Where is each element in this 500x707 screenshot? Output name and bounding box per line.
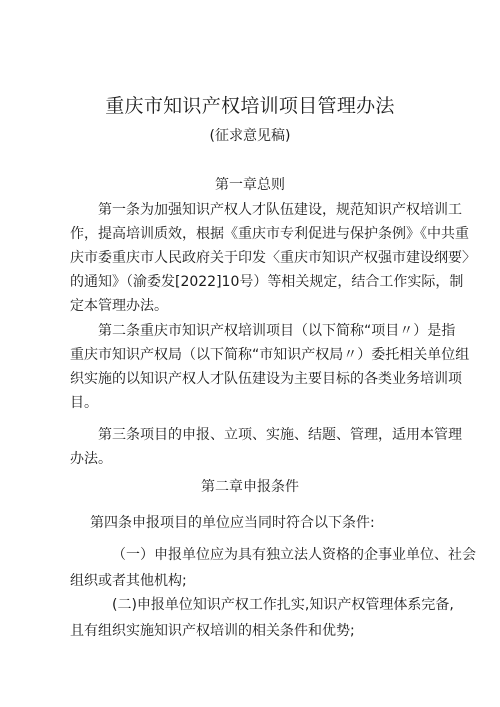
- article-1-line: 第一条为加强知识产权人才队伍建设，规范知识产权培训工: [98, 202, 462, 218]
- article-1-line: 庆市委重庆市人民政府关于印发〈重庆市知识产权强市建设纲要〉: [70, 250, 476, 266]
- article-2-line: 织实施的以知识产权人才队伍建设为主要目标的各类业务培训项: [70, 371, 462, 387]
- article-2: [70, 319, 470, 415]
- article-1: [70, 198, 476, 318]
- condition-2-line: 且有组织实施知识产权培训的相关条件和优势;: [70, 623, 355, 639]
- chapter-1-heading: 第一章总则: [215, 177, 285, 193]
- article-2-line: 目。: [70, 395, 98, 411]
- article-1-line: 作，提高培训质效，根据《重庆市专利促进与保护条例》《中共重: [70, 226, 469, 242]
- article-1-line: 的通知》（渝委发[2022]10号）等相关规定，结合工作实际，制: [70, 274, 464, 290]
- document-subtitle: (征求意见稿): [209, 128, 291, 144]
- article-2-line: 重庆市知识产权局（以下简称“市知识产权局〃）委托相关单位组: [70, 347, 470, 363]
- article-2-line: 第二条重庆市知识产权培训项目（以下简称“项目〃）是指: [98, 323, 456, 339]
- condition-1-line: 组织或者其他机构;: [70, 573, 187, 589]
- document-title: 重庆市知识产权培训项目管理办法: [105, 95, 395, 117]
- article-4-text: 第四条申报项目的单位应当同时符合以下条件:: [90, 515, 375, 531]
- article-3-line: 第三条项目的申报、立项、实施、结题、管理，适用本管理: [98, 427, 462, 443]
- condition-2: [70, 592, 454, 644]
- condition-1-line: （一）申报单位应为具有独立法人资格的企事业单位、社会: [112, 547, 476, 563]
- condition-1: [70, 542, 476, 594]
- article-3: [70, 423, 462, 471]
- chapter-2-heading: 第二章申报条件: [201, 479, 299, 495]
- article-1-line: 定本管理办法。: [70, 298, 168, 314]
- article-3-line: 办法。: [70, 451, 112, 467]
- condition-2-line: (二)申报单位知识产权工作扎实,知识产权管理体系完备,: [112, 597, 454, 613]
- article-4: [90, 510, 434, 536]
